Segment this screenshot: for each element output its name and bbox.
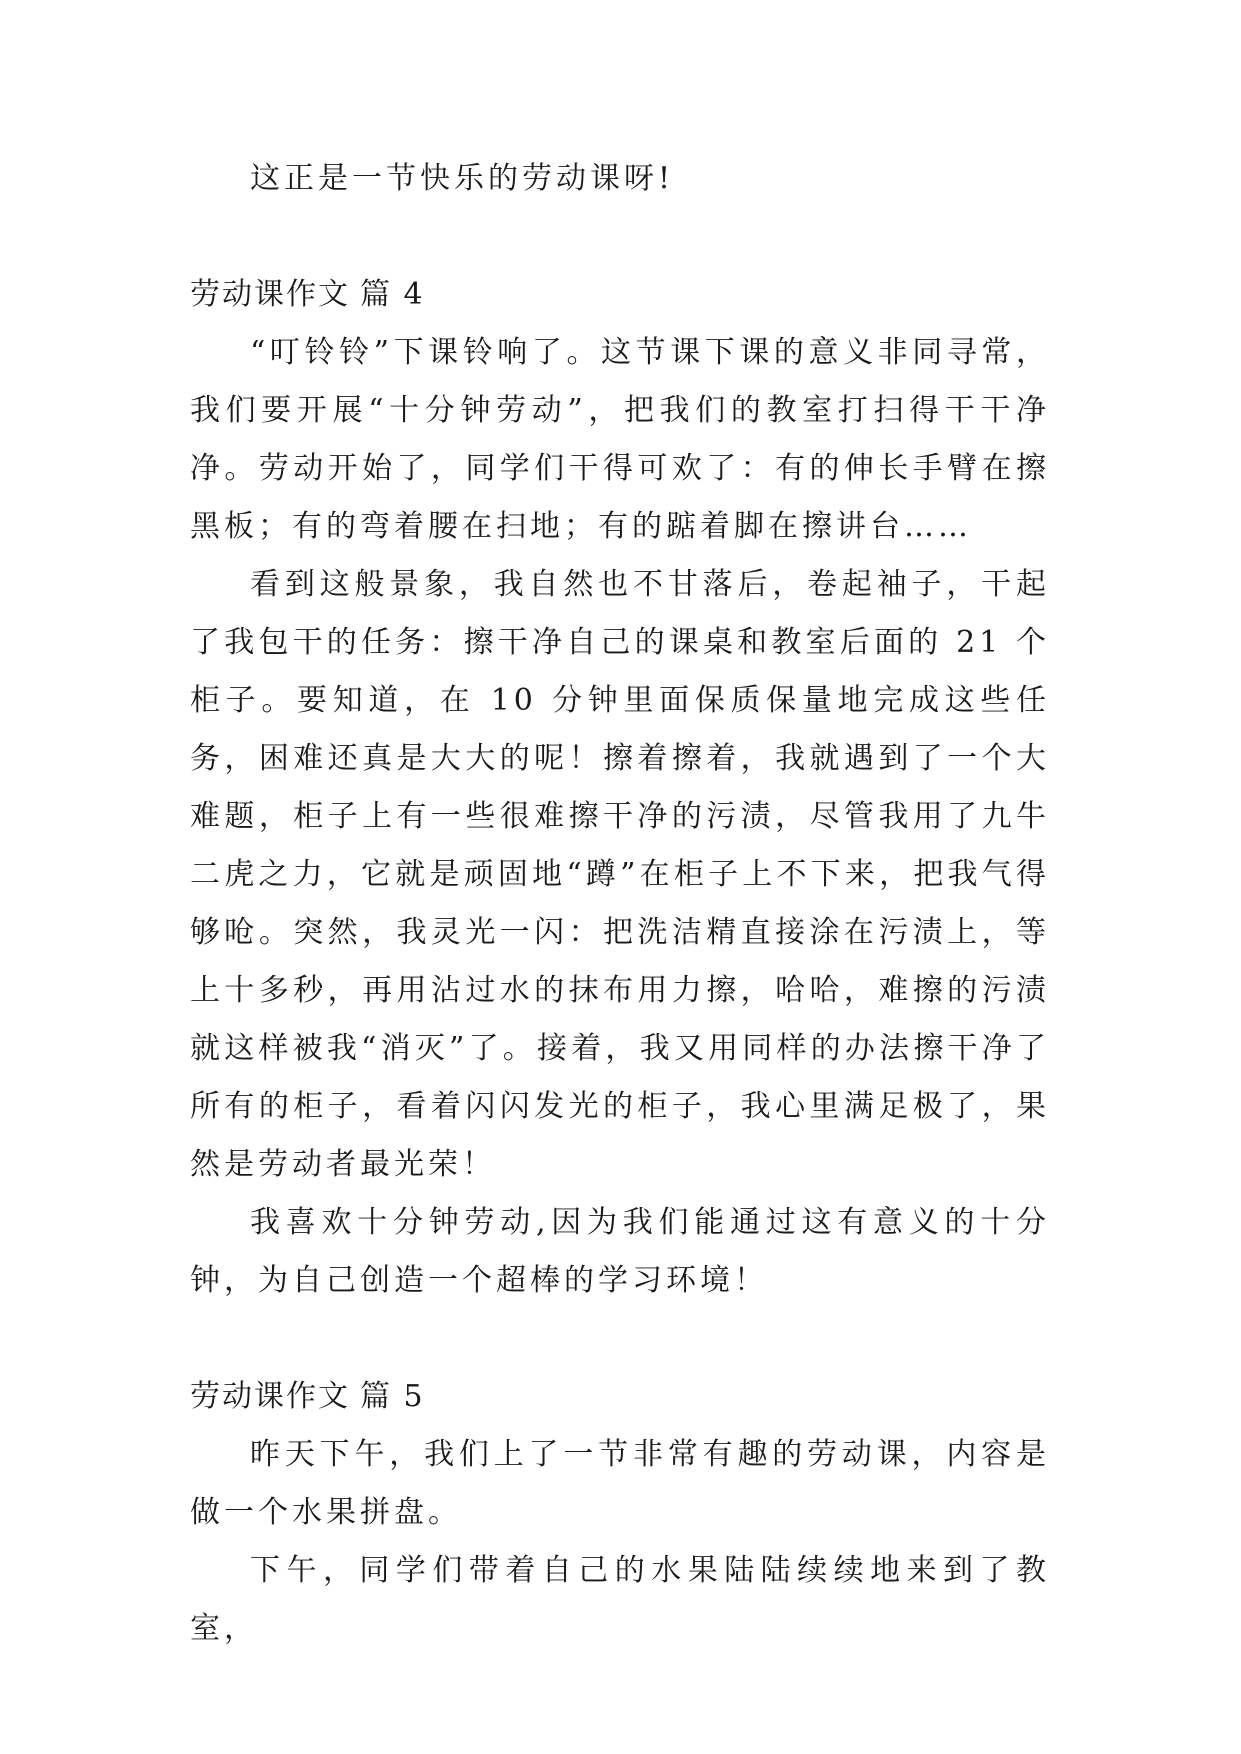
section-4-heading bbox=[190, 266, 1050, 324]
section-5-heading bbox=[190, 1368, 1050, 1426]
section-5-paragraph-1: 昨天下午，我们上了一节非常有趣的劳动课，内容是做一个水果拼盘。 bbox=[190, 1437, 1050, 1530]
section-5-title: 劳动课作文 bbox=[190, 1379, 350, 1414]
section-4-title: 劳动课作文 bbox=[190, 277, 350, 312]
section-5-number: 篇 5 bbox=[360, 1379, 425, 1414]
intro-closing-paragraph: 这正是一节快乐的劳动课呀! bbox=[250, 161, 675, 196]
section-4-paragraph-2: 看到这般景象，我自然也不甘落后，卷起袖子，干起了我包干的任务：擦干净自己的课桌和教室后面的 21 个柜子。要知道，在 10 分钟里面保质保量地完成这些任务，困难还真是大大的呢！擦着擦着，我就遇到了一个大难题，柜子上有一些很难擦干净的污渍，尽管我用了九牛二虎之力，它就是顽固地“蹲”在柜子上不下来，把我气得够呛。突然，我灵光一闪：把洗洁精直接涂在污渍上，等上十多秒，再用沾过水的抹布用力擦，哈哈，难擦的污渍就这样被我“消灭”了。接着，我又用同样的办法擦干净了所有的柜子，看着闪闪发光的柜子，我心里满足极了，果然是劳动者最光荣！ bbox=[190, 567, 1050, 1182]
section-4-paragraph-3: 我喜欢十分钟劳动,因为我们能通过这有意义的十分钟，为自己创造一个超棒的学习环境！ bbox=[190, 1205, 1050, 1298]
section-4-number: 篇 4 bbox=[360, 277, 425, 312]
section-5-paragraph-2: 下午，同学们带着自己的水果陆陆续续地来到了教室， bbox=[190, 1553, 1050, 1646]
document-body bbox=[190, 150, 1050, 1658]
section-4-paragraph-1: “叮铃铃”下课铃响了。这节课下课的意义非同寻常，我们要开展“十分钟劳动”，把我们的教室打扫得干干净净。劳动开始了，同学们干得可欢了：有的伸长手臂在擦黑板；有的弯着腰在扫地；有的踮着脚在擦讲台…… bbox=[190, 335, 1050, 544]
